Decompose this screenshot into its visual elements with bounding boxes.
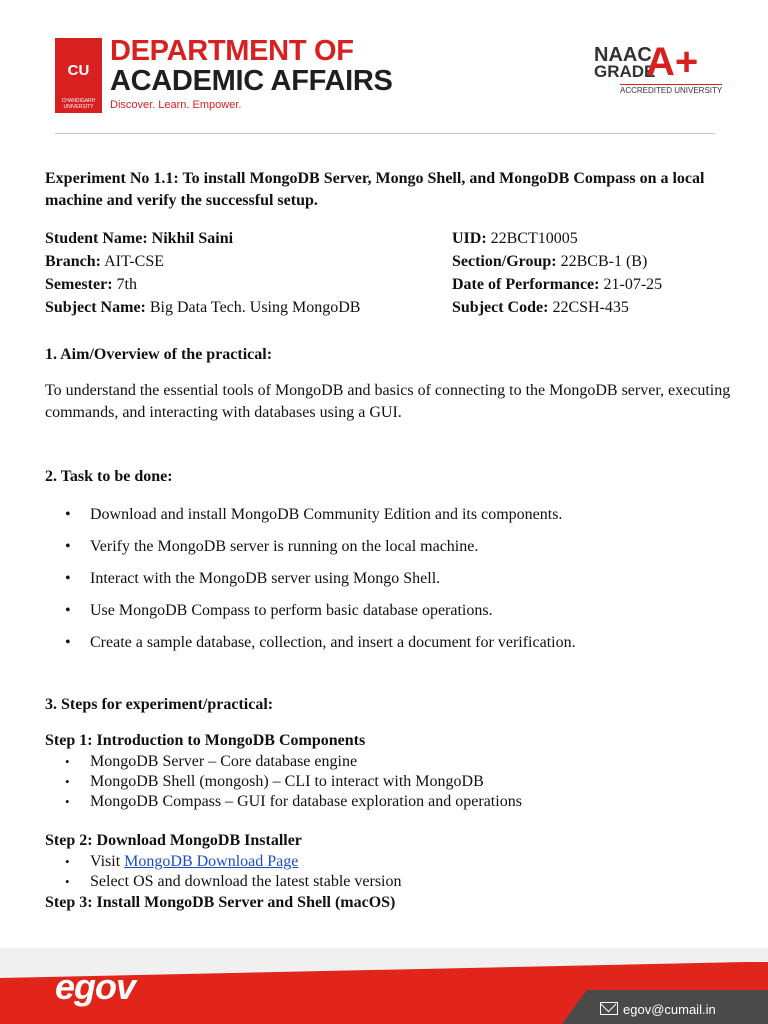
subject-name-label: Subject Name: [45, 299, 146, 316]
step1-list [45, 752, 735, 812]
section-label: Section/Group: [452, 253, 557, 270]
step3-heading: Step 3: Install MongoDB Server and Shell (macOS) [45, 894, 396, 911]
list-item: • Select OS and download the latest stable version [45, 872, 735, 892]
document-body [45, 168, 735, 914]
subject-code-value: 22CSH-435 [552, 299, 629, 316]
mongodb-download-link[interactable]: MongoDB Download Page [124, 853, 299, 870]
step2-heading: Step 2: Download MongoDB Installer [45, 832, 302, 849]
tagline: Discover. Learn. Empower. [110, 99, 242, 111]
date-value: 21-07-25 [603, 276, 663, 293]
header-divider [55, 133, 715, 134]
semester-value: 7th [116, 276, 137, 293]
info-row [45, 274, 735, 297]
student-info [45, 228, 735, 320]
steps-section [45, 694, 735, 914]
list-item [45, 852, 735, 872]
date-label: Date of Performance: [452, 276, 600, 293]
list-item: • MongoDB Shell (mongosh) – CLI to interact with MongoDB [45, 772, 735, 792]
subject-code-label: Subject Code: [452, 299, 549, 316]
list-item: • Download and install MongoDB Community Edition and its components. [45, 504, 735, 536]
cu-logo [55, 38, 102, 113]
subject-name-value: Big Data Tech. Using MongoDB [149, 299, 361, 316]
list-item: • MongoDB Compass – GUI for database exploration and operations [45, 792, 735, 812]
tasks-section [45, 466, 735, 664]
aim-heading: 1. Aim/Overview of the practical: [45, 346, 273, 363]
email-text: egov@cumail.in [623, 1002, 716, 1017]
uid-value: 22BCT10005 [490, 230, 578, 247]
student-name: Nikhil Saini [151, 230, 234, 247]
student-name-label: Student Name: [45, 230, 148, 247]
list-item: • MongoDB Server – Core database engine [45, 752, 735, 772]
department-title-line2: ACADEMIC AFFAIRS [110, 65, 393, 97]
semester-label: Semester: [45, 276, 113, 293]
cu-logo-text: CU [67, 62, 90, 79]
grade-label: GRADE [594, 62, 656, 81]
experiment-title: Experiment No 1.1: To install MongoDB Server, Mongo Shell, and MongoDB Compass on a local machine and verify the successful setup. [45, 170, 705, 209]
egov-logo: egov [55, 966, 136, 1007]
list-item: • Use MongoDB Compass to perform basic database operations. [45, 600, 735, 632]
uid-label: UID: [452, 230, 487, 247]
department-title-line1: DEPARTMENT OF [110, 35, 354, 67]
info-row [45, 228, 735, 251]
naac-badge [594, 40, 724, 104]
mail-icon [600, 1002, 618, 1015]
list-item: • Create a sample database, collection, and insert a document for verification. [45, 632, 735, 664]
page-footer [0, 948, 768, 1024]
info-row [45, 251, 735, 274]
visit-text: Visit [90, 853, 121, 870]
branch-label: Branch: [45, 253, 101, 270]
cu-logo-subtext: CHANDIGARH UNIVERSITY [61, 98, 96, 110]
section-value: 22BCB-1 (B) [560, 253, 648, 270]
aim-section [45, 344, 735, 424]
department-title [110, 36, 393, 96]
aim-text: To understand the essential tools of MongoDB and basics of connecting to the MongoDB server, executing commands, and interacting with databases using a GUI. [45, 382, 731, 421]
naac-label: NAAC [594, 44, 652, 66]
footer-email [600, 1002, 716, 1017]
accredited-label: ACCREDITED UNIVERSITY [620, 86, 723, 95]
list-item: • Interact with the MongoDB server using Mongo Shell. [45, 568, 735, 600]
info-row [45, 297, 735, 320]
branch-value: AIT-CSE [104, 253, 164, 270]
steps-heading: 3. Steps for experiment/practical: [45, 696, 274, 713]
page-header [0, 0, 768, 135]
step1-heading: Step 1: Introduction to MongoDB Components [45, 732, 366, 749]
tasks-heading: 2. Task to be done: [45, 468, 173, 485]
step2-list [45, 852, 735, 892]
naac-grade: A+ [646, 40, 699, 84]
list-item: • Verify the MongoDB server is running on the local machine. [45, 536, 735, 568]
tasks-list [45, 504, 735, 664]
